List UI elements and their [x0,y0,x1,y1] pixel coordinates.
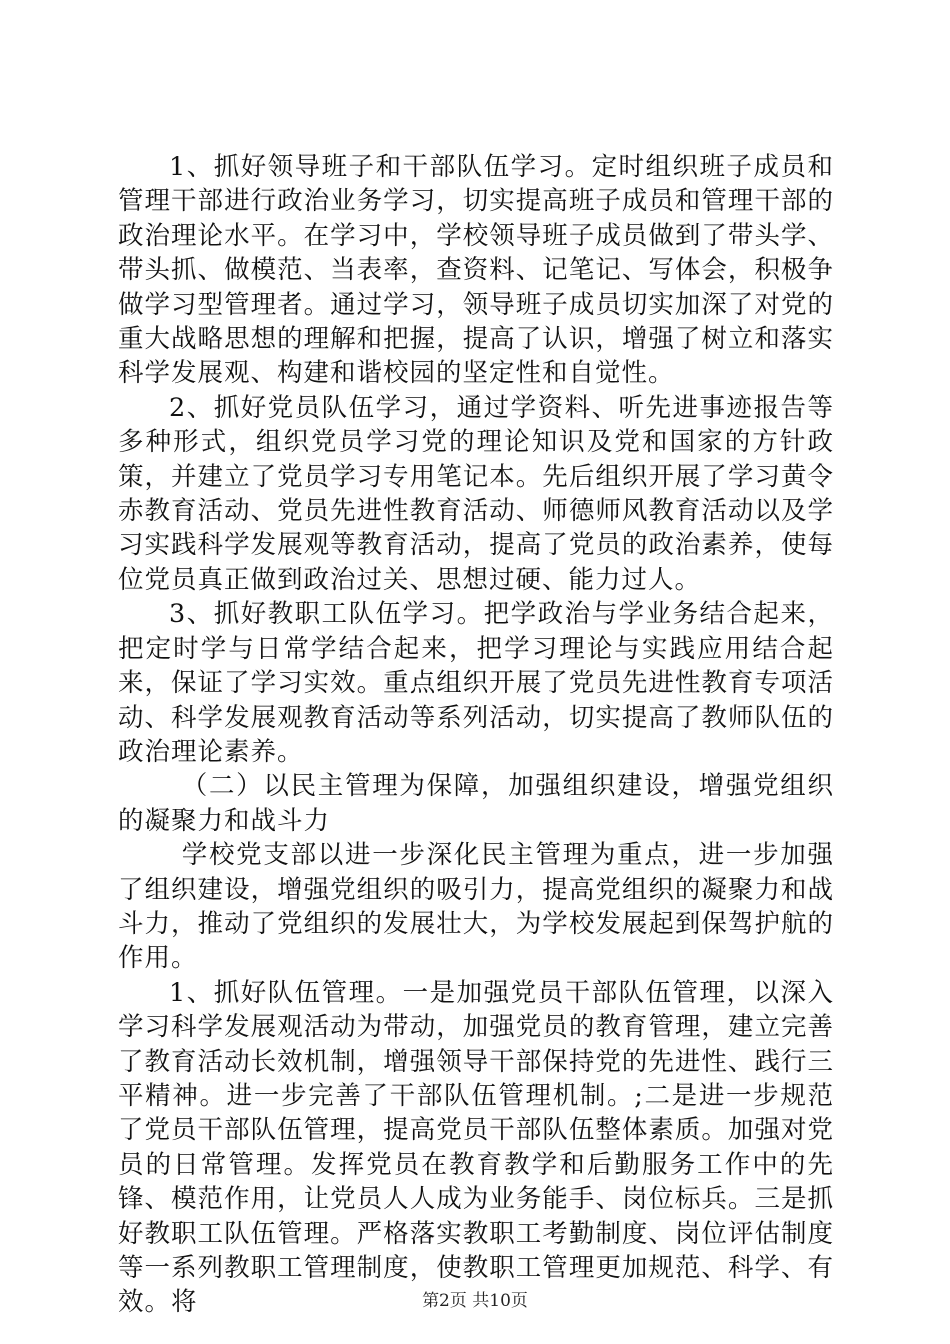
page-number-footer: 第2页 共10页 [422,1291,528,1311]
paragraph-team-management: 1、抓好队伍管理。一是加强党员干部队伍管理，以深入学习科学发展观活动为带动，加强党员的教育管理，建立完善了教育活动长效机制，增强领导干部保持党的先进性、践行三平精神。进一步完善了干部队伍管理机制。;二是进一步规范了党员干部队伍管理，提高党员干部队伍整体素质。加强对党员的日常管理。发挥党员在教育教学和后勤服务工作中的先锋、模范作用，让党员人人成为业务能手、岗位标兵。三是抓好教职工队伍管理。严格落实教职工考勤制度、岗位评估制度等一系列教职工管理制度，使教职工管理更加规范、科学、有效。将 [118,977,834,1318]
paragraph-staff-study: 3、抓好教职工队伍学习。把学政治与学业务结合起来，把定时学与日常学结合起来，把学习理论与实践应用结合起来，保证了学习实效。重点组织开展了党员先进性教育专项活动、科学发展观教育活动等系列活动，切实提高了教师队伍的政治理论素养。 [118,599,834,767]
paragraph-party-member-study: 2、抓好党员队伍学习，通过学资料、听先进事迹报告等多种形式，组织党员学习党的理论知识及党和国家的方针政策，并建立了党员学习专用笔记本。先后组织开展了学习黄令赤教育活动、党员先进性教育活动、师德师风教育活动以及学习实践科学发展观等教育活动，提高了党员的政治素养，使每位党员真正做到政治过关、思想过硬、能力过人。 [118,392,834,595]
paragraph-section-intro: 学校党支部以进一步深化民主管理为重点，进一步加强了组织建设，增强党组织的吸引力，提高党组织的凝聚力和战斗力，推动了党组织的发展壮大，为学校发展起到保驾护航的作用。 [118,840,834,974]
paragraph-leadership-study: 1、抓好领导班子和干部队伍学习。定时组织班子成员和管理干部进行政治业务学习，切实提高班子成员和管理干部的政治理论水平。在学习中，学校领导班子成员做到了带头学、带头抓、做模范、当表率，查资料、记笔记、写体会，积极争做学习型管理者。通过学习，领导班子成员切实加深了对党的重大战略思想的理解和把握，提高了认识，增强了树立和落实科学发展观、构建和谐校园的坚定性和自觉性。 [118,152,834,389]
section-heading-democratic-management: （二）以民主管理为保障，加强组织建设，增强党组织的凝聚力和战斗力 [118,771,834,836]
document-body [118,150,834,1320]
